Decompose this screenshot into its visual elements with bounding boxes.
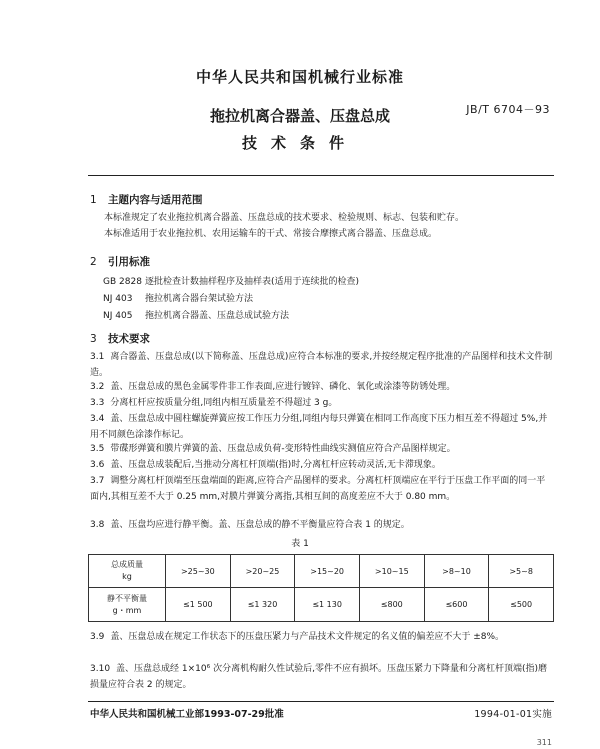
section-3-heading [90, 331, 150, 346]
table-row-header [89, 555, 166, 588]
clause-text: 盖、压盘总成装配后,当推动分离杠杆顶端(指)时,分离杠杆应转动灵活,无卡滞现象。 [110, 460, 441, 470]
section-title: 技术要求 [108, 333, 150, 345]
clause-number: 3.5 [90, 444, 105, 454]
table-cell: ≤800 [359, 588, 424, 622]
reference-code: GB 2828 [103, 277, 142, 287]
clause-text: 盖、压盘总成的黑色金属零件非工作表面,应进行镀锌、磷化、氧化或涂漆等防锈处理。 [110, 382, 456, 392]
clause-text: 盖、压盘总成中圆柱螺旋弹簧应按工作压力分组,同组内每只弹簧在相同工作高度下压力相互差不得超过 5%,并用不同颜色涂漆作标记。 [90, 414, 548, 440]
standard-org-title: 中华人民共和国机械行业标准 [195, 68, 404, 86]
table-cell: >20~25 [230, 555, 295, 588]
section-2-heading [90, 254, 150, 269]
issue-statement: 中华人民共和国机械工业部1993-07-29批准 [90, 709, 284, 720]
table-cell: ≤1 320 [230, 588, 295, 622]
clause-item [90, 396, 554, 412]
table-cell: >8~10 [424, 555, 489, 588]
clause-text: 调整分离杠杆顶端至压盘端面的距离,应符合产品图样的要求。分离杠杆顶端应在平行于压盘工作平面的同一平面内,其相互差不大于 0.25 mm,对膜片弹簧分离指,其相互间的高度差应不大于 0.80 mm。 [90, 476, 546, 502]
clause-text: 分离杠杆应按质量分组,同组内相互质量差不得超过 3 g。 [110, 398, 338, 408]
header-divider [88, 175, 554, 176]
table-row-header [89, 588, 166, 622]
header-unit: g・mm [112, 605, 142, 615]
reference-code: NJ 403 [103, 294, 133, 304]
clause-number: 3.10 [90, 664, 111, 674]
clause-number: 3.4 [90, 414, 105, 424]
clause-item [90, 412, 554, 443]
clause-item [90, 380, 554, 396]
table-cell: ≤1 500 [166, 588, 231, 622]
section-title: 引用标准 [108, 256, 150, 268]
reference-code: NJ 405 [103, 311, 133, 321]
clause-number: 3.3 [90, 398, 105, 408]
clause-number: 3.7 [90, 476, 105, 486]
section-1-heading [90, 192, 203, 207]
table-cell: >5~8 [489, 555, 554, 588]
table-cell: ≤1 130 [295, 588, 360, 622]
reference-item [103, 274, 359, 287]
clause-number: 3.2 [90, 382, 105, 392]
clause-item [90, 662, 554, 693]
clause-number: 3.8 [90, 520, 105, 530]
reference-item [103, 291, 253, 304]
page-number: 311 [536, 738, 552, 747]
clause-number: 3.9 [90, 632, 105, 642]
section-title: 主题内容与适用范围 [108, 194, 203, 206]
table-cell: >10~15 [359, 555, 424, 588]
reference-title: 拖拉机离合器盖、压盘总成试验方法 [145, 311, 290, 321]
reference-item [103, 308, 289, 321]
table-cell: ≤500 [489, 588, 554, 622]
footer-divider [88, 701, 554, 702]
clause-item [90, 458, 554, 474]
clause-item [90, 442, 554, 458]
balance-table [88, 554, 554, 622]
clause-text: 盖、压盘均应进行静平衡。盖、压盘总成的静不平衡量应符合表 1 的规定。 [110, 520, 410, 530]
section-number: 1 [90, 194, 97, 206]
header-unit: kg [122, 572, 132, 581]
clause-item [90, 630, 554, 646]
clause-text: 带碟形弹簧和膜片弹簧的盖、压盘总成负荷-变形特性曲线实测值应符合产品图样规定。 [110, 444, 456, 454]
header-label: 总成质量 [111, 560, 143, 569]
implementation-date: 1994-01-01实施 [474, 709, 552, 720]
reference-title: 拖拉机离合器台架试验方法 [145, 294, 254, 304]
reference-title: 逐批检查计数抽样程序及抽样表(适用于连续批的检查) [145, 277, 360, 287]
table-cell: >25~30 [166, 555, 231, 588]
table-cell: >15~20 [295, 555, 360, 588]
paragraph: 本标准规定了农业拖拉机离合器盖、压盘总成的技术要求、检验规则、标志、包装和贮存。 [104, 213, 465, 223]
document-title-line2: 技术条件 [241, 134, 358, 152]
clause-item [90, 474, 554, 505]
clause-number: 3.1 [90, 352, 105, 362]
clause-number: 3.6 [90, 460, 105, 470]
section-number: 2 [90, 256, 97, 268]
clause-text: 盖、压盘总成在规定工作状态下的压盘压紧力与产品技术文件规定的名义值的偏差应不大于 ±8%。 [110, 632, 505, 642]
document-title-line1: 拖拉机离合器盖、压盘总成 [209, 107, 390, 125]
clause-text: 离合器盖、压盘总成(以下简称盖、压盘总成)应符合本标准的要求,并按经规定程序批准的产品图样和技术文件制造。 [90, 352, 553, 378]
table-row [89, 588, 554, 622]
table-caption: 表 1 [291, 539, 309, 549]
section-number: 3 [90, 333, 97, 345]
clause-text: 盖、压盘总成经 1×10⁶ 次分离机构耐久性试验后,零件不应有损坏。压盘压紧力下降量和分离杠杆顶端(指)磨损量应符合表 2 的规定。 [90, 664, 547, 690]
table-cell: ≤600 [424, 588, 489, 622]
standard-number: JB/T 6704－93 [466, 103, 550, 116]
header-label: 静不平衡量 [107, 593, 147, 603]
table-row [89, 555, 554, 588]
clause-item [90, 518, 554, 534]
clause-item [90, 350, 554, 381]
paragraph: 本标准适用于农业拖拉机、农用运输车的干式、常接合摩擦式离合器盖、压盘总成。 [104, 229, 438, 239]
